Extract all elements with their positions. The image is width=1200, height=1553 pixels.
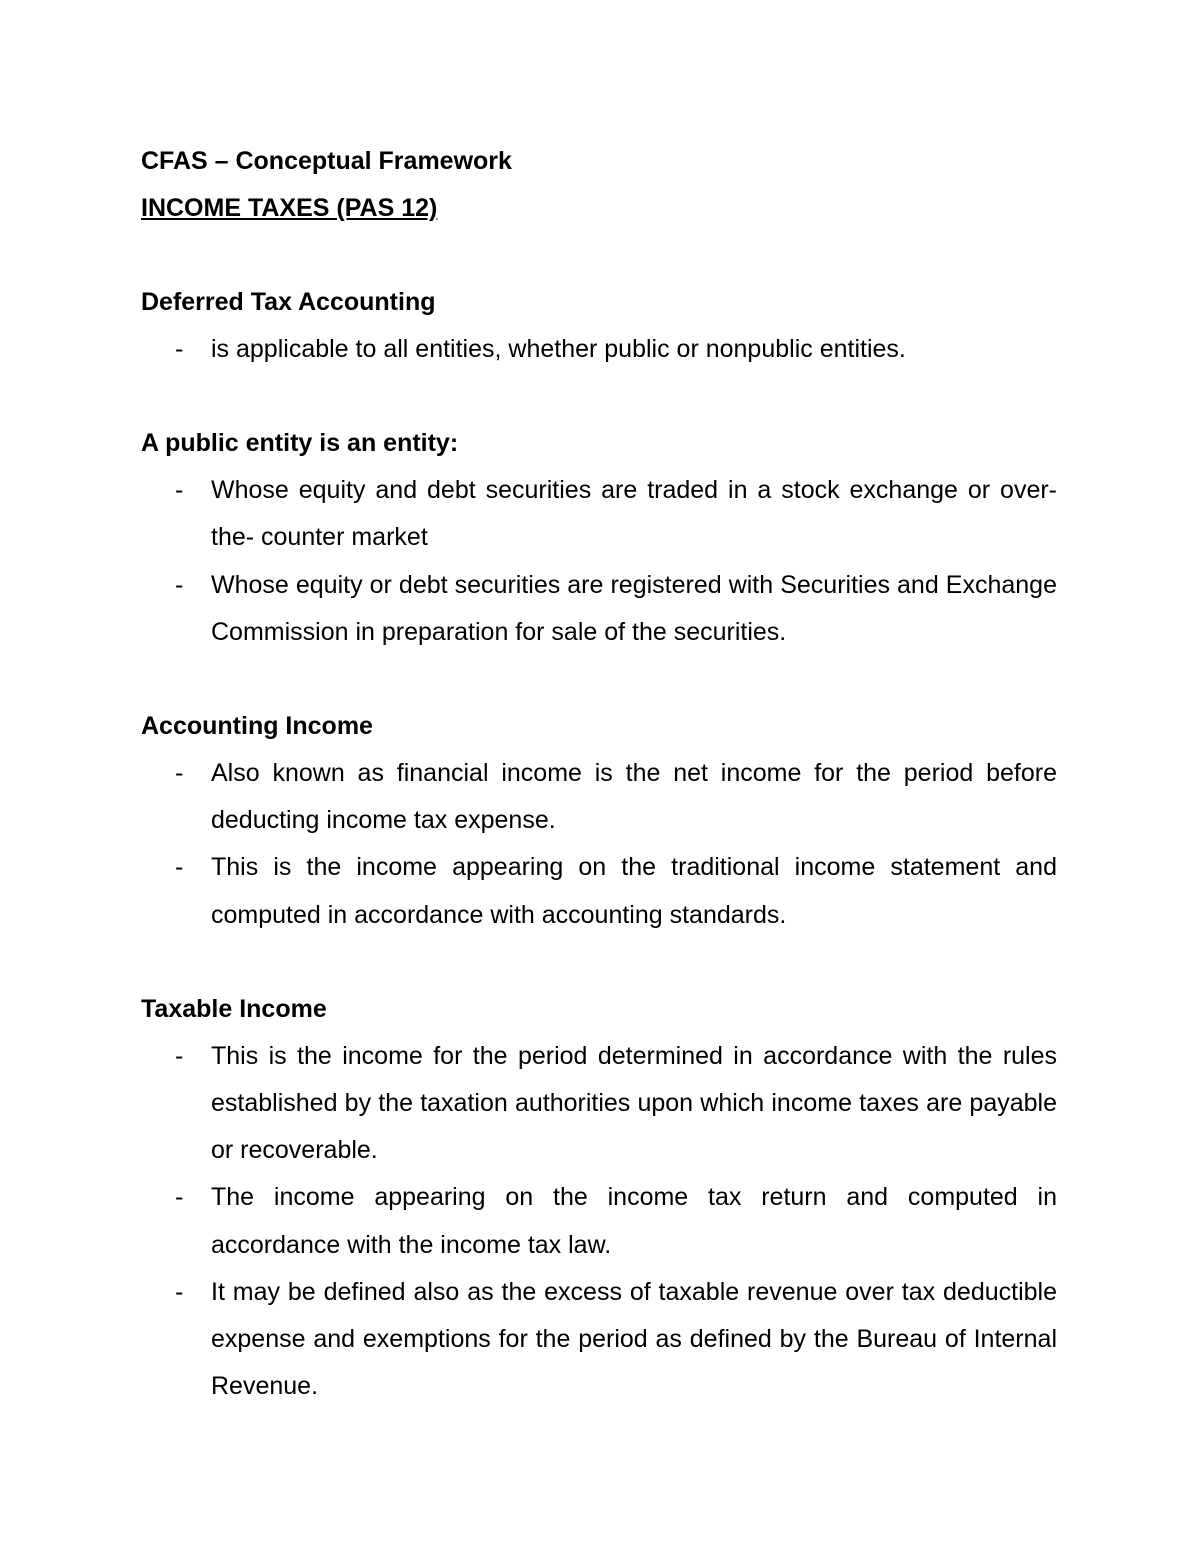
document-subtitle: INCOME TAXES (PAS 12) (141, 194, 438, 222)
bullet-dash: - (175, 1041, 184, 1070)
bullet-text: The income appearing on the income tax return and computed in accordance with the income tax law. (211, 1183, 1057, 1259)
bullet-text: Whose equity and debt securities are traded in a stock exchange or over-the- counter market (211, 476, 1057, 552)
section-accounting-income (141, 703, 1057, 939)
bullet-list (141, 750, 1057, 939)
bullet-dash: - (175, 1183, 184, 1212)
bullet-dash: - (175, 853, 184, 882)
bullet-text: It may be defined also as the excess of taxable revenue over tax deductible expense and exemptions for the period as defined by the Bureau of Internal Revenue. (211, 1277, 1057, 1401)
list-item (141, 1033, 1057, 1175)
list-item (141, 1269, 1057, 1411)
list-item (141, 467, 1057, 561)
bullet-text: Also known as financial income is the net income for the period before deducting income tax expense. (211, 759, 1057, 835)
section-deferred-tax-accounting (141, 279, 1057, 373)
section-heading: A public entity is an entity: (141, 429, 459, 458)
bullet-list (141, 326, 1057, 373)
bullet-dash: - (175, 570, 184, 599)
bullet-text: This is the income appearing on the traditional income statement and computed in accordance with accounting standards. (211, 853, 1057, 929)
list-item (141, 844, 1057, 938)
bullet-dash: - (175, 476, 184, 505)
list-item (141, 326, 1057, 373)
list-item (141, 1174, 1057, 1268)
document-page (141, 138, 1057, 1410)
section-heading: Deferred Tax Accounting (141, 288, 436, 316)
bullet-dash: - (175, 759, 184, 788)
bullet-text: This is the income for the period determined in accordance with the rules established by the taxation authorities upon which income taxes are payable or recoverable. (211, 1041, 1057, 1165)
list-item (141, 562, 1057, 656)
bullet-text: is applicable to all entities, whether public or nonpublic entities. (211, 335, 906, 363)
section-heading: Accounting Income (141, 712, 373, 741)
bullet-dash: - (175, 335, 184, 363)
section-public-entity (141, 420, 1057, 656)
spacer (141, 232, 1057, 279)
bullet-dash: - (175, 1277, 184, 1306)
bullet-list (141, 467, 1057, 656)
section-taxable-income (141, 986, 1057, 1411)
list-item (141, 750, 1057, 844)
bullet-text: Whose equity or debt securities are registered with Securities and Exchange Commission in preparation for sale of the securities. (211, 570, 1057, 646)
spacer (141, 939, 1057, 986)
section-heading: Taxable Income (141, 994, 327, 1023)
spacer (141, 373, 1057, 420)
bullet-list (141, 1033, 1057, 1411)
spacer (141, 656, 1057, 703)
document-title: CFAS – Conceptual Framework (141, 147, 512, 175)
